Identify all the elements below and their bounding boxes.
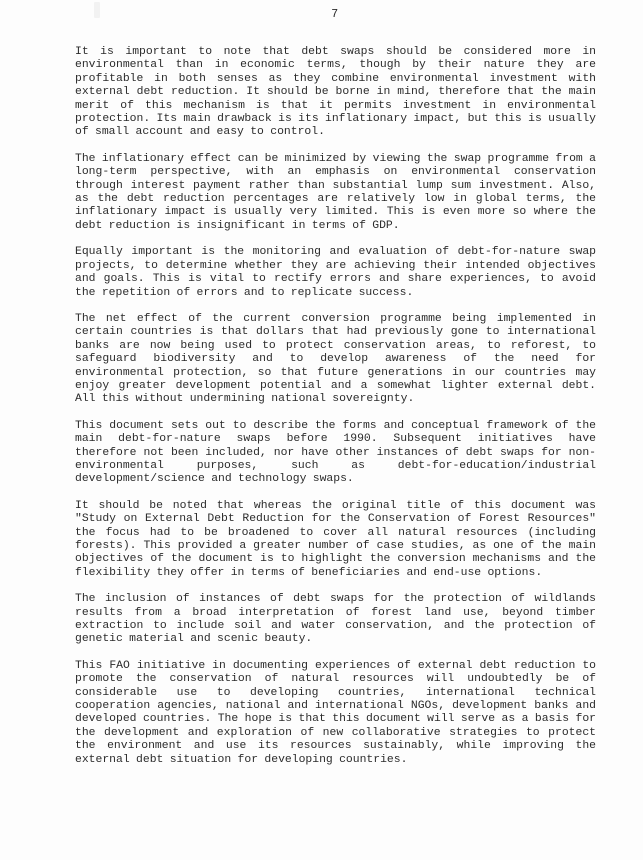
page-number: 7 <box>331 8 339 21</box>
paragraph: This FAO initiative in documenting experiences of external debt reduction to promote the conservation of natural resources will undoubtedly be of considerable use to developing countries, international technical cooperation agencies, national and international NGOs, development banks and developed countries. The hope is that this document will serve as a basis for the development and exploration of new collaborative strategies to protect the environment and use its resources sustainably, while improving the external debt situation for developing countries. <box>75 659 596 766</box>
paragraph: This document sets out to describe the forms and conceptual framework of the main debt-for-nature swaps before 1990. Subsequent initiatives have therefore not been included, nor have other instances of debt swaps for non-environmental purposes, such as debt-for-education/industrial development/science and technology swaps. <box>75 419 596 486</box>
paragraph: The net effect of the current conversion programme being implemented in certain countries is that dollars that had previously gone to international banks are now being used to protect conservation areas, to reforest, to safeguard biodiversity and to develop awareness of the need for environmental protection, so that future generations in our countries may enjoy greater development potential and a somewhat lighter external debt. All this without undermining national sovereignty. <box>75 312 596 406</box>
paragraph: The inclusion of instances of debt swaps for the protection of wildlands results from a broad interpretation of forest land use, beyond timber extraction to include soil and water conservation, and the protection of genetic material and scenic beauty. <box>75 593 596 646</box>
paragraph: It should be noted that whereas the original title of this document was "Study on External Debt Reduction for the Conservation of Forest Resources" the focus had to be broadened to cover all natural resources (including forests). This provided a greater number of case studies, as one of the main objectives of the document is to highlight the conversion mechanisms and the flexibility they offer in terms of beneficiaries and end-use options. <box>75 499 596 579</box>
document-body <box>75 46 596 767</box>
paragraph: It is important to note that debt swaps should be considered more in environmental than in economic terms, though by their nature they are profitable in both senses as they combine environmental investment with external debt reduction. It should be borne in mind, therefore that the main merit of this mechanism is that it permits investment in environmental protection. Its main drawback is its inflationary impact, but this is usually of small account and easy to control. <box>75 46 596 139</box>
paragraph: The inflationary effect can be minimized by viewing the swap programme from a long-term perspective, with an emphasis on environmental conservation through interest payment rather than substantial lump sum investment. Also, as the debt reduction percentages are relatively low in global terms, the inflationary impact is usually very limited. This is even more so where the debt reduction is insignificant in terms of GDP. <box>75 152 596 232</box>
paragraph: Equally important is the monitoring and evaluation of debt-for-nature swap projects, to determine whether they are achieving their intended objectives and goals. This is vital to rectify errors and share experiences, to avoid the repetition of errors and to replicate success. <box>75 246 596 299</box>
